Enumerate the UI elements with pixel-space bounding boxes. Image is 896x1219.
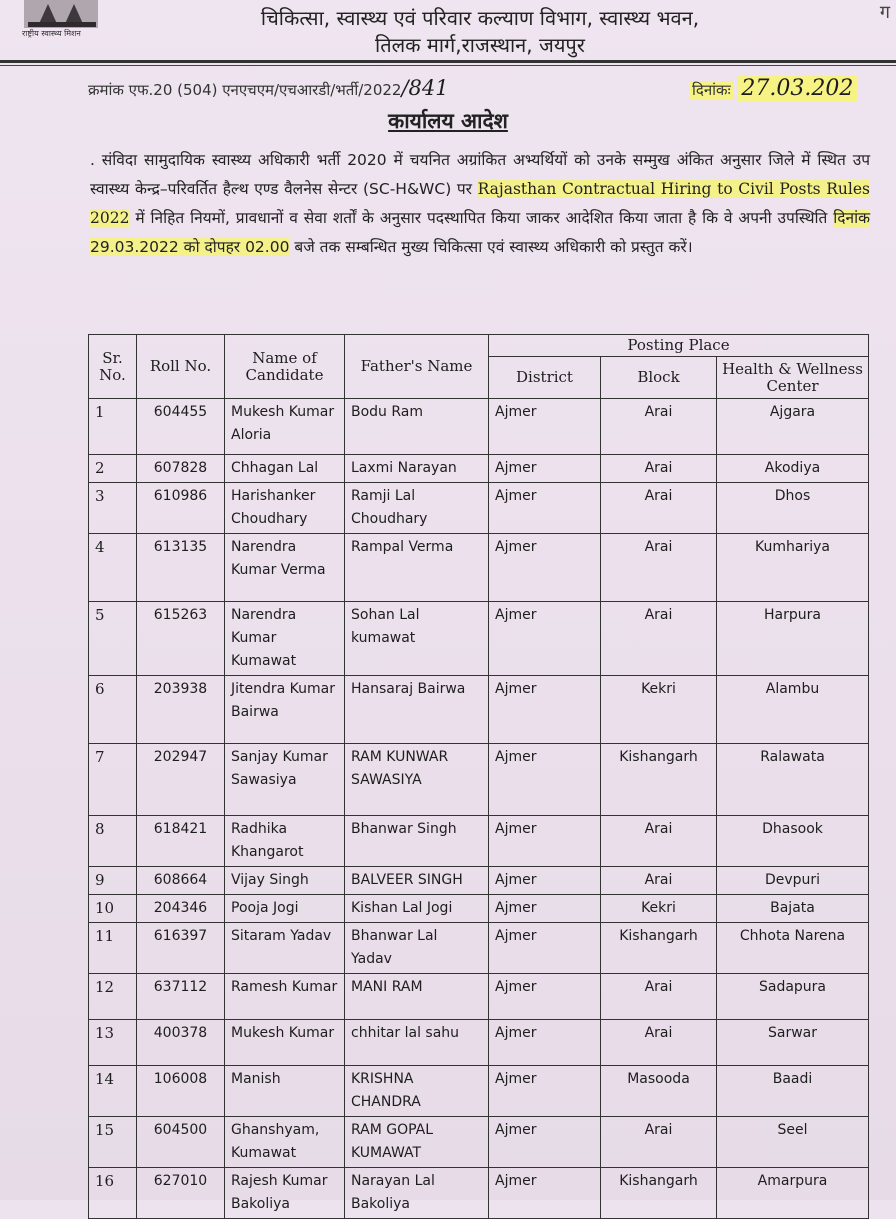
cell-block: Arai — [601, 1020, 717, 1066]
posting-table — [88, 334, 869, 1219]
cell-district: Ajmer — [489, 1168, 601, 1219]
table-row — [89, 816, 869, 867]
corner-handwritten-mark: ग — [879, 2, 890, 23]
cell-roll: 202947 — [137, 744, 225, 816]
cell-block: Arai — [601, 399, 717, 455]
emblem-caption: राष्ट्रीय स्वास्थ्य मिशन — [22, 29, 81, 38]
cell-district: Ajmer — [489, 455, 601, 483]
cell-block: Kishangarh — [601, 744, 717, 816]
cell-father-name: chhitar lal sahu — [345, 1020, 489, 1066]
cell-roll: 106008 — [137, 1066, 225, 1117]
table-row — [89, 1020, 869, 1066]
cell-candidate-name: Mukesh Kumar Aloria — [225, 399, 345, 455]
cell-wellness-center: Bajata — [717, 895, 869, 923]
cell-candidate-name: Narendra Kumar Verma — [225, 534, 345, 602]
cell-father-name: Kishan Lal Jogi — [345, 895, 489, 923]
cell-father-name: Sohan Lal kumawat — [345, 602, 489, 676]
cell-wellness-center: Devpuri — [717, 867, 869, 895]
cell-block: Arai — [601, 816, 717, 867]
cell-candidate-name: Narendra Kumar Kumawat — [225, 602, 345, 676]
cell-roll: 618421 — [137, 816, 225, 867]
cell-father-name: KRISHNA CHANDRA — [345, 1066, 489, 1117]
cell-candidate-name: Sanjay Kumar Sawasiya — [225, 744, 345, 816]
cell-district: Ajmer — [489, 483, 601, 534]
cell-wellness-center: Chhota Narena — [717, 923, 869, 974]
table-row — [89, 1168, 869, 1219]
header-district: District — [489, 357, 601, 399]
header-block: Block — [601, 357, 717, 399]
cell-wellness-center: Seel — [717, 1117, 869, 1168]
cell-roll: 607828 — [137, 455, 225, 483]
cell-candidate-name: Pooja Jogi — [225, 895, 345, 923]
cell-father-name: Bodu Ram — [345, 399, 489, 455]
cell-wellness-center: Ajgara — [717, 399, 869, 455]
table-row — [89, 1117, 869, 1168]
cell-block: Kishangarh — [601, 923, 717, 974]
cell-block: Kekri — [601, 895, 717, 923]
cell-wellness-center: Baadi — [717, 1066, 869, 1117]
cell-sr: 16 — [89, 1168, 137, 1219]
order-title — [0, 107, 896, 135]
cell-candidate-name: Ghanshyam, Kumawat — [225, 1117, 345, 1168]
cell-roll: 613135 — [137, 534, 225, 602]
cell-wellness-center: Akodiya — [717, 455, 869, 483]
paragraph-part2: में निहित नियमों, प्रावधानों व सेवा शर्तों के अनुसार पदस्थापित किया जाकर आदेशित किया जाता है कि वे अपनी उपस्थिति — [135, 209, 828, 227]
cell-sr: 9 — [89, 867, 137, 895]
cell-district: Ajmer — [489, 974, 601, 1020]
cell-candidate-name: Vijay Singh — [225, 867, 345, 895]
date-label: दिनांकः — [692, 81, 731, 99]
cell-roll: 615263 — [137, 602, 225, 676]
cell-candidate-name: Ramesh Kumar — [225, 974, 345, 1020]
cell-roll: 616397 — [137, 923, 225, 974]
cell-district: Ajmer — [489, 1020, 601, 1066]
cell-roll: 204346 — [137, 895, 225, 923]
cell-father-name: RAM KUNWAR SAWASIYA — [345, 744, 489, 816]
cell-district: Ajmer — [489, 895, 601, 923]
table-row — [89, 483, 869, 534]
cell-sr: 3 — [89, 483, 137, 534]
cell-candidate-name: Mukesh Kumar — [225, 1020, 345, 1066]
paragraph-part1: . संविदा सामुदायिक स्वास्थ्य अधिकारी भर्ती 2020 में चयनित अग्रांकित अभ्यर्थियों को उनके सम्मुख अंकित अनुसार जिले में स्थित उप स्वास्थ्य केन्द्र–परिवर्तित हैल्थ एण्ड वैलनेस सेन्टर (SC-H&WC) पर — [90, 151, 870, 198]
cell-block: Arai — [601, 867, 717, 895]
cell-block: Arai — [601, 483, 717, 534]
cell-wellness-center: Ralawata — [717, 744, 869, 816]
cell-roll: 604455 — [137, 399, 225, 455]
cell-roll: 637112 — [137, 974, 225, 1020]
table-row — [89, 534, 869, 602]
cell-candidate-name: Rajesh Kumar Bakoliya — [225, 1168, 345, 1219]
cell-candidate-name: Radhika Khangarot — [225, 816, 345, 867]
cell-sr: 2 — [89, 455, 137, 483]
cell-block: Arai — [601, 1117, 717, 1168]
cell-district: Ajmer — [489, 534, 601, 602]
cell-sr: 12 — [89, 974, 137, 1020]
table-row — [89, 676, 869, 744]
header-center: Health & Wellness Center — [717, 357, 869, 399]
cell-sr: 14 — [89, 1066, 137, 1117]
table-row — [89, 455, 869, 483]
table-row — [89, 867, 869, 895]
table-row — [89, 974, 869, 1020]
handwritten-dispatch-number: /841 — [401, 76, 449, 100]
header-name: Name of Candidate — [225, 335, 345, 399]
reporting-date-highlight: दिनांक 29.03.2022 को दोपहर 02.00 — [90, 209, 870, 256]
cell-sr: 5 — [89, 602, 137, 676]
cell-father-name: BALVEER SINGH — [345, 867, 489, 895]
table-row — [89, 744, 869, 816]
table-row — [89, 602, 869, 676]
table-row — [89, 923, 869, 974]
header-posting-place: Posting Place — [489, 335, 869, 357]
cell-wellness-center: Sarwar — [717, 1020, 869, 1066]
cell-block: Kishangarh — [601, 1168, 717, 1219]
cell-sr: 8 — [89, 816, 137, 867]
order-date — [690, 76, 857, 101]
paragraph-part3: बजे तक सम्बन्धित मुख्य चिकित्सा एवं स्वास्थ्य अधिकारी को प्रस्तुत करें। — [294, 238, 693, 256]
cell-sr: 13 — [89, 1020, 137, 1066]
cell-sr: 10 — [89, 895, 137, 923]
order-paragraph — [90, 146, 870, 262]
cell-father-name: Bhanwar Lal Yadav — [345, 923, 489, 974]
header-divider-thin — [0, 65, 896, 66]
cell-candidate-name: Jitendra Kumar Bairwa — [225, 676, 345, 744]
cell-candidate-name: Harishanker Choudhary — [225, 483, 345, 534]
cell-roll: 627010 — [137, 1168, 225, 1219]
department-name: चिकित्सा, स्वास्थ्य एवं परिवार कल्याण विभाग, स्वास्थ्य भवन, — [260, 6, 700, 30]
cell-wellness-center: Amarpura — [717, 1168, 869, 1219]
handwritten-date: 27.03.202 — [737, 76, 857, 101]
cell-block: Arai — [601, 974, 717, 1020]
cell-district: Ajmer — [489, 1117, 601, 1168]
cell-wellness-center: Kumhariya — [717, 534, 869, 602]
cell-roll: 608664 — [137, 867, 225, 895]
department-address: तिलक मार्ग,राजस्थान, जयपुर — [375, 33, 585, 57]
cell-father-name: Ramji Lal Choudhary — [345, 483, 489, 534]
cell-block: Masooda — [601, 1066, 717, 1117]
table-row — [89, 399, 869, 455]
cell-sr: 11 — [89, 923, 137, 974]
cell-sr: 7 — [89, 744, 137, 816]
cell-father-name: Bhanwar Singh — [345, 816, 489, 867]
cell-father-name: Narayan Lal Bakoliya — [345, 1168, 489, 1219]
cell-father-name: RAM GOPAL KUMAWAT — [345, 1117, 489, 1168]
cell-wellness-center: Harpura — [717, 602, 869, 676]
table-row — [89, 895, 869, 923]
reference-number — [88, 76, 449, 100]
cell-father-name: Hansaraj Bairwa — [345, 676, 489, 744]
cell-wellness-center: Dhos — [717, 483, 869, 534]
cell-roll: 610986 — [137, 483, 225, 534]
cell-block: Kekri — [601, 676, 717, 744]
cell-district: Ajmer — [489, 744, 601, 816]
table-row — [89, 1066, 869, 1117]
cell-district: Ajmer — [489, 602, 601, 676]
cell-roll: 203938 — [137, 676, 225, 744]
cell-sr: 6 — [89, 676, 137, 744]
cell-wellness-center: Sadapura — [717, 974, 869, 1020]
cell-sr: 15 — [89, 1117, 137, 1168]
cell-district: Ajmer — [489, 399, 601, 455]
header-divider — [0, 60, 896, 63]
cell-block: Arai — [601, 534, 717, 602]
reference-label: क्रमांक एफ.20 (504) एनएचएम/एचआरडी/भर्ती/2022 — [88, 81, 402, 99]
table-body — [89, 399, 869, 1219]
header-sr: Sr. No. — [89, 335, 137, 399]
cell-father-name: Rampal Verma — [345, 534, 489, 602]
cell-block: Arai — [601, 602, 717, 676]
cell-district: Ajmer — [489, 816, 601, 867]
header-father: Father's Name — [345, 335, 489, 399]
rules-highlight: Rajasthan Contractual Hiring to Civil Posts Rules 2022 — [90, 180, 870, 227]
cell-roll: 400378 — [137, 1020, 225, 1066]
cell-father-name: Laxmi Narayan — [345, 455, 489, 483]
header-roll: Roll No. — [137, 335, 225, 399]
order-title-text: कार्यालय आदेश — [388, 109, 508, 133]
cell-district: Ajmer — [489, 923, 601, 974]
cell-block: Arai — [601, 455, 717, 483]
cell-district: Ajmer — [489, 676, 601, 744]
cell-sr: 1 — [89, 399, 137, 455]
cell-candidate-name: Manish — [225, 1066, 345, 1117]
cell-wellness-center: Dhasook — [717, 816, 869, 867]
cell-candidate-name: Chhagan Lal — [225, 455, 345, 483]
cell-sr: 4 — [89, 534, 137, 602]
cell-district: Ajmer — [489, 1066, 601, 1117]
cell-father-name: MANI RAM — [345, 974, 489, 1020]
cell-roll: 604500 — [137, 1117, 225, 1168]
cell-candidate-name: Sitaram Yadav — [225, 923, 345, 974]
cell-district: Ajmer — [489, 867, 601, 895]
cell-wellness-center: Alambu — [717, 676, 869, 744]
